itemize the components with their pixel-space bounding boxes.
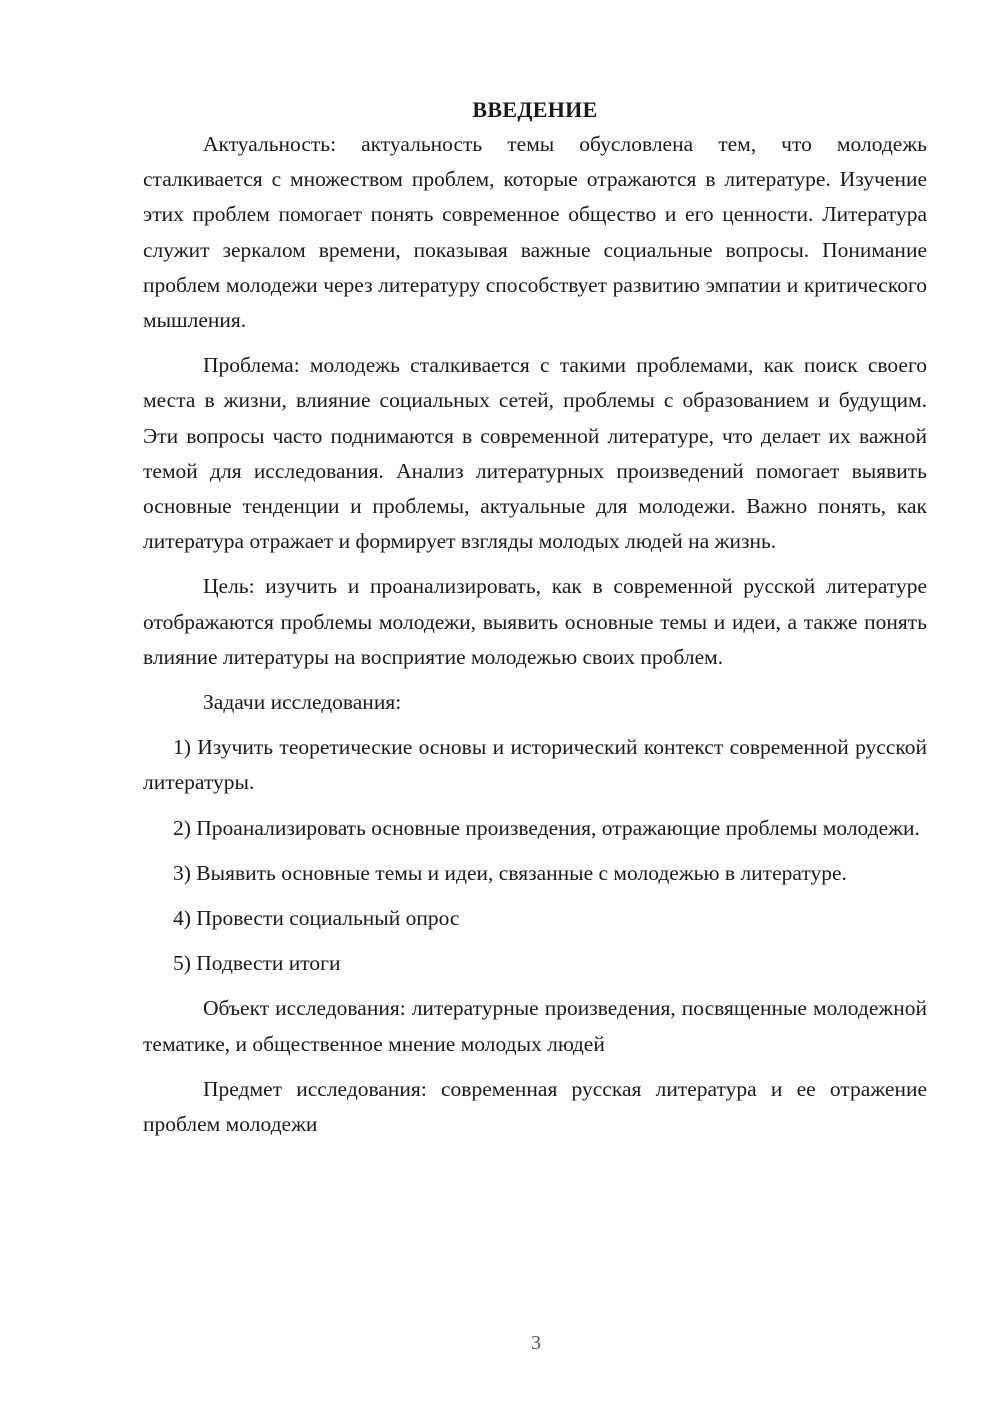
- paragraph-subject: Предмет исследования: современная русская литература и ее отражение проблем молодежи: [143, 1076, 927, 1137]
- task-item: 2) Проанализировать основные произведения, отражающие проблемы молодежи.: [173, 815, 920, 840]
- paragraph-goal: Цель: изучить и проанализировать, как в современной русской литературе отображаются проблемы молодежи, выявить основные темы и идеи, а также понять влияние литературы на восприятие молодежью своих проблем.: [143, 574, 927, 669]
- page-title: ВВЕДЕНИЕ: [472, 97, 598, 122]
- tasks-heading: Задачи исследования:: [203, 690, 402, 715]
- paragraph-relevance: Актуальность: актуальность темы обусловлена тем, что молодежь сталкивается с множеством проблем, которые отражаются в литературе. Изучение этих проблем помогает понять современное общество и его ценности. Литература служит зеркалом времени, показывая важные социальные вопросы. Понимание проблем молодежи через литературу способствует развитию эмпатии и критического мышления.: [143, 132, 927, 333]
- task-item: 5) Подвести итоги: [173, 951, 341, 976]
- paragraph-object: Объект исследования: литературные произведения, посвященные молодежной тематике, и общественное мнение молодых людей: [143, 996, 927, 1056]
- task-item: 1) Изучить теоретические основы и исторический контекст современной русской литературы.: [143, 735, 927, 795]
- task-item: 4) Провести социальный опрос: [173, 906, 460, 931]
- task-item: 3) Выявить основные темы и идеи, связанные с молодежью в литературе.: [173, 860, 847, 885]
- page-number: 3: [531, 1332, 541, 1354]
- paragraph-problem: Проблема: молодежь сталкивается с такими проблемами, как поиск своего места в жизни, влияние социальных сетей, проблемы с образованием и будущим. Эти вопросы часто поднимаются в современной литературе, что делает их важной темой для исследования. Анализ литературных произведений помогает выявить основные тенденции и проблемы, актуальные для молодежи. Важно понять, как литература отражает и формирует взгляды молодых людей на жизнь.: [143, 353, 927, 554]
- document-page: [143, 93, 927, 1142]
